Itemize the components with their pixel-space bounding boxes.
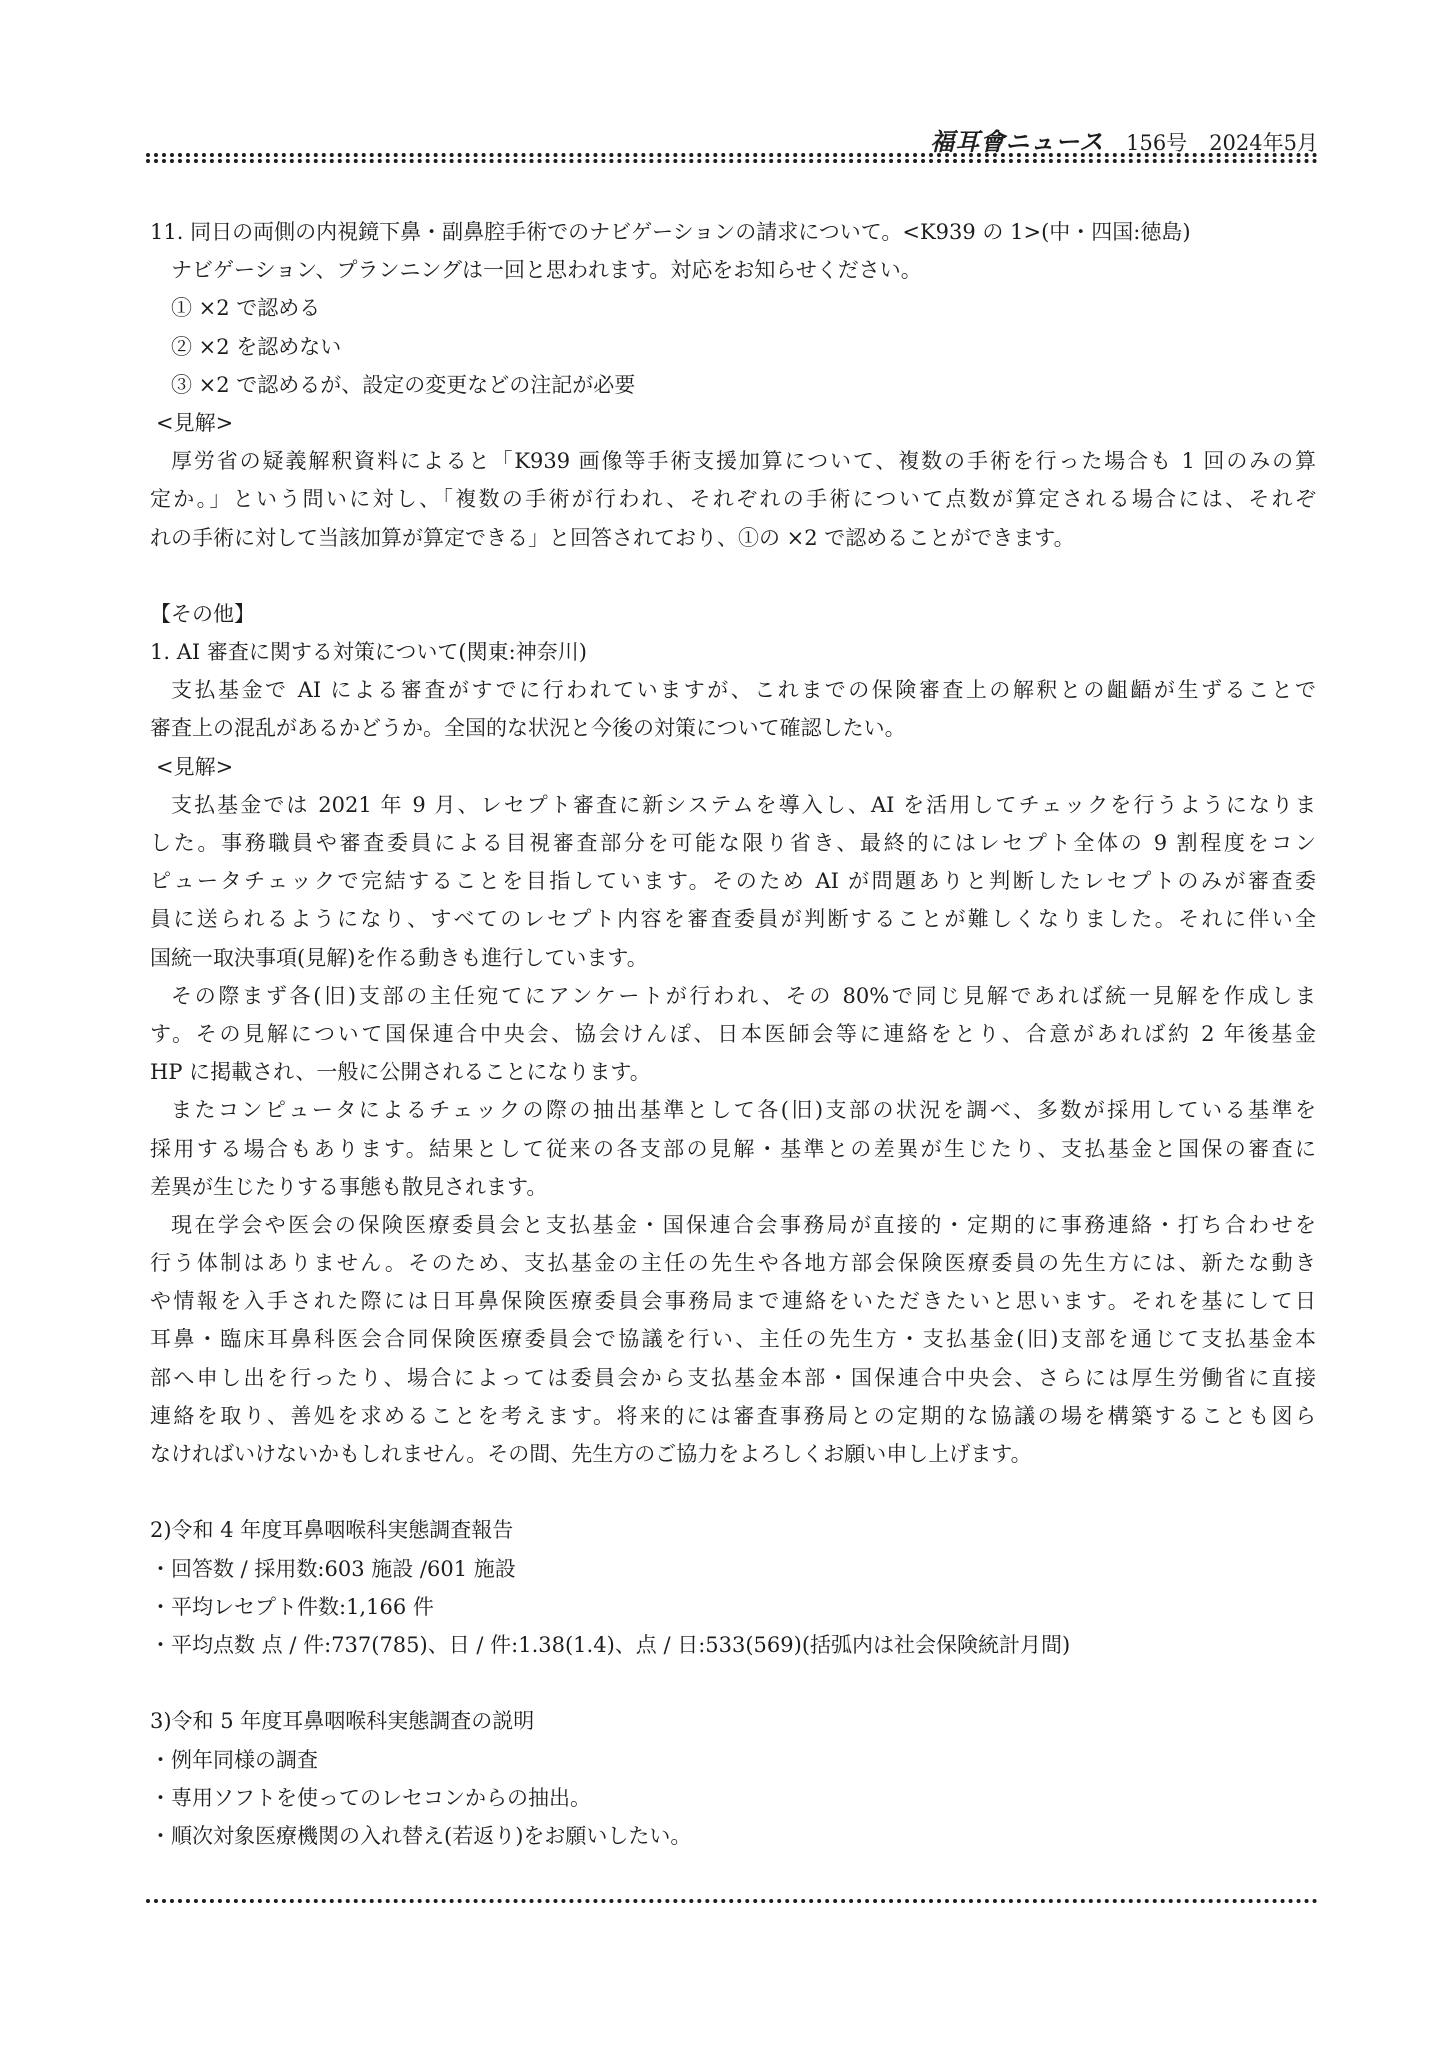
newsletter-brand: 福耳會ニュース [930, 128, 1105, 156]
paragraph-line: 差異が生じたりする事態も散見されます。 [150, 1174, 548, 1199]
report-2-title: 2)令和 4 年度耳鼻咽喉科実態調査報告 [150, 1518, 514, 1543]
opinion-label: <見解> [156, 410, 234, 435]
paragraph-line: や情報を入手された際には日耳鼻保険医療委員会事務局まで連絡をいただきたいと思います。それを基にして日 [150, 1289, 1316, 1314]
paragraph-line: した。事務職員や審査委員による目視審査部分を可能な限り省き、最終的にはレセプト全体の 9 割程度をコン [150, 831, 1316, 855]
paragraph-line: 耳鼻・臨床耳鼻科医会合同保険医療委員会で協議を行い、主任の先生方・支払基金(旧)支部を通じて支払基金本 [150, 1327, 1316, 1352]
paragraph-line: 国統一取決事項(見解)を作る動きも進行しています。 [150, 945, 648, 970]
ai-question-line: 支払基金で AI による審査がすでに行われていますが、これまでの保険審査上の解釈との齟齬が生ずることで [171, 678, 1316, 703]
paragraph-line: その際まず各(旧)支部の主任宛てにアンケートが行われ、その 80%で同じ見解であれば統一見解を作成しま [171, 983, 1316, 1008]
header-rule-second [146, 159, 1318, 163]
page-header [148, 118, 1318, 154]
paragraph-line: 採用する場合もあります。結果として従来の各支部の見解・基準との差異が生じたり、支払基金と国保の審査に [150, 1136, 1316, 1161]
report-3-item: ・専用ソフトを使ってのレセコンからの抽出。 [150, 1785, 591, 1810]
report-3-item: ・例年同様の調査 [150, 1747, 318, 1772]
ai-item-title: 1. AI 審査に関する対策について(関東:神奈川) [150, 640, 587, 665]
issue-number: 156号 [1126, 131, 1188, 155]
opinion-line: れの手術に対して当該加算が算定できる」と回答されており、①の ×2 で認めることができます。 [150, 525, 1075, 550]
spacer [150, 557, 1316, 595]
paragraph-line: HP に掲載され、一般に公開されることになります。 [150, 1060, 651, 1085]
option-1: ① ×2 で認める [171, 296, 321, 321]
spacer [150, 1473, 1316, 1511]
paragraph-line: す。その見解について国保連合中央会、協会けんぽ、日本医師会等に連絡をとり、合意があれば約 2 年後基金 [150, 1021, 1316, 1046]
section-11-question: ナビゲーション、プランニングは一回と思われます。対応をお知らせください。 [171, 258, 922, 283]
report-2-item: ・回答数 / 採用数:603 施設 /601 施設 [150, 1556, 516, 1581]
option-2: ② ×2 を認めない [171, 334, 342, 359]
paragraph-line: 支払基金では 2021 年 9 月、レセプト審査に新システムを導入し、AI を活用してチェックを行うようになりま [171, 792, 1316, 817]
report-2-item: ・平均レセプト件数:1,166 件 [150, 1594, 434, 1619]
header-rule [146, 153, 1318, 157]
spacer [150, 1664, 1316, 1702]
report-2-item: ・平均点数 点 / 件:737(785)、日 / 件:1.38(1.4)、点 / 日:533(569)(括弧内は社会保険統計月間) [150, 1632, 1071, 1657]
paragraph-line: 現在学会や医会の保険医療委員会と支払基金・国保連合会事務局が直接的・定期的に事務連絡・打ち合わせを [171, 1212, 1316, 1237]
paragraph-line: 行う体制はありません。そのため、支払基金の主任の先生や各地方部会保険医療委員の先生方には、新たな動き [150, 1251, 1316, 1276]
report-3-item: ・順次対象医療機関の入れ替え(若返り)をお願いしたい。 [150, 1823, 692, 1848]
opinion-line: 定か。」という問いに対し、「複数の手術が行われ、それぞれの手術について点数が算定される場合には、それぞ [150, 487, 1316, 512]
paragraph-line: なければいけないかもしれません。その間、先生方のご協力をよろしくお願い申し上げます。 [150, 1442, 1032, 1466]
article-body [150, 213, 1316, 1855]
paragraph-line: 員に送られるようになり、すべてのレセプト内容を審査委員が判断することが難しくなりました。それに伴い全 [150, 907, 1316, 932]
footer-rule [146, 1899, 1318, 1903]
option-3: ③ ×2 で認めるが、設定の変更などの注記が必要 [171, 372, 636, 397]
section-heading-other: 【その他】 [150, 601, 255, 626]
section-11-title: 11. 同日の両側の内視鏡下鼻・副鼻腔手術でのナビゲーションの請求について。<K939 の 1>(中・四国:徳島) [150, 220, 1191, 244]
paragraph-line: ピュータチェックで完結することを目指しています。そのため AI が問題ありと判断したレセプトのみが審査委 [150, 869, 1316, 894]
report-3-title: 3)令和 5 年度耳鼻咽喉科実態調査の説明 [150, 1709, 535, 1734]
issue-date: 2024年5月 [1209, 131, 1318, 155]
ai-question-line: 審査上の混乱があるかどうか。全国的な状況と今後の対策について確認したい。 [150, 716, 906, 741]
paragraph-line: 連絡を取り、善処を求めることを考えます。将来的には審査事務局との定期的な協議の場を構築することも図ら [150, 1403, 1316, 1428]
paragraph-line: 部へ申し出を行ったり、場合によっては委員会から支払基金本部・国保連合中央会、さらには厚生労働省に直接 [150, 1365, 1316, 1390]
opinion-line: 厚労省の疑義解釈資料によると「K939 画像等手術支援加算について、複数の手術を行った場合も 1 回のみの算 [171, 449, 1316, 474]
paragraph-line: またコンピュータによるチェックの際の抽出基準として各(旧)支部の状況を調べ、多数が採用している基準を [171, 1098, 1316, 1123]
opinion-label: <見解> [156, 754, 234, 779]
